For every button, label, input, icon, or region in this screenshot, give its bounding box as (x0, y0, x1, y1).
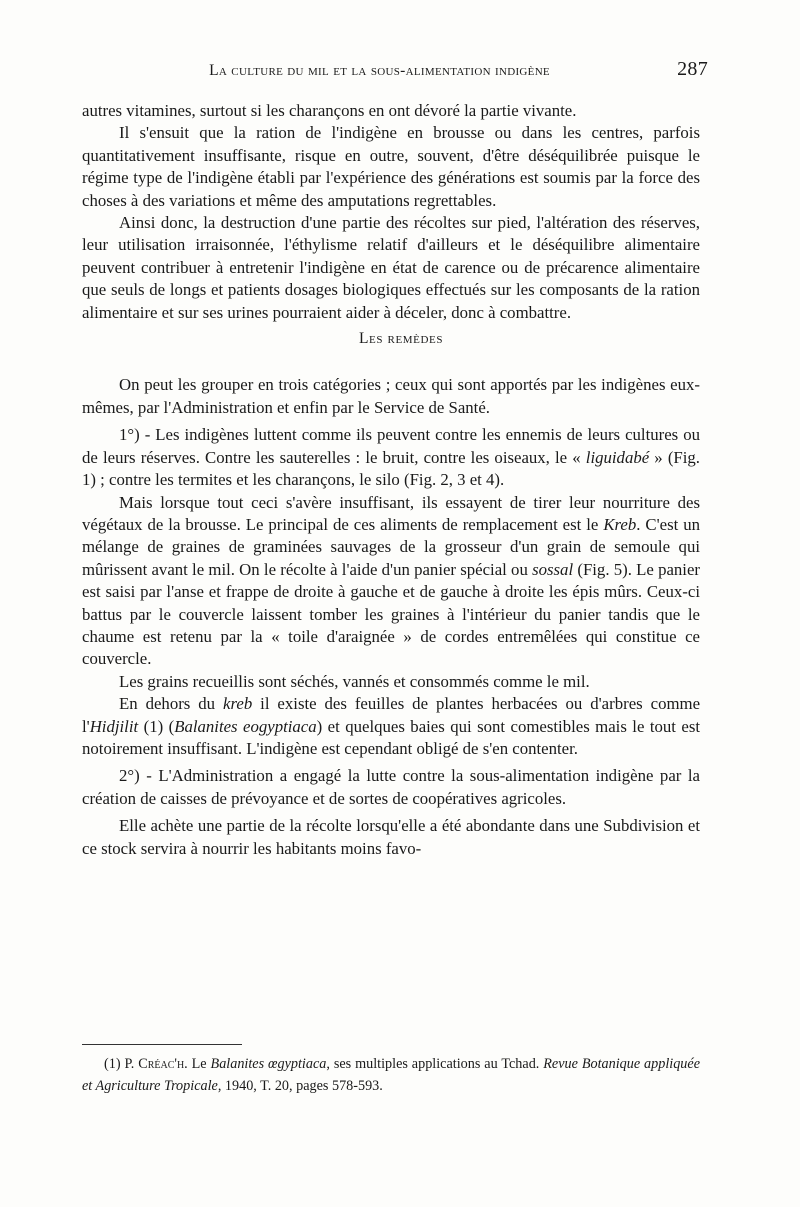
footnote (82, 1053, 700, 1097)
paragraph-kreb (82, 492, 700, 671)
text-run: 1°) - Les indigènes luttent comme ils peuvent contre les ennemis de leurs cultures ou de leurs réserves. Contre les sauterelles : le bruit, contre les oiseaux, le « (82, 425, 700, 467)
page-number: 287 (677, 58, 708, 80)
text-run: En dehors du (119, 694, 224, 714)
paragraph-grains: Les grains recueillis sont séchés, vannés et consommés comme le mil. (119, 671, 590, 691)
running-header (82, 58, 708, 81)
paragraph-conclusion: Ainsi donc, la destruction d'une partie des récoltes sur pied, l'altération des réserves, leur utilisation irraisonnée, l'éthylisme relatif d'ailleurs et le déséquilibre alimentaire peuvent contribuer à entretenir l'indigène en état de carence ou de précarence alimentaire que seuls de longs et patients dosages biologiques effectués sur les composants de la ration alimentaire et sur ses urines pourraient aider à déceler, donc à combattre. (82, 213, 700, 322)
journal-title: Revue Botanique appliquée et Agriculture Tropicale (82, 1056, 700, 1094)
italic-term: sossal (532, 559, 574, 579)
text-run: ) et quelques baies qui sont comestibles mais le tout est notoirement insuffisant. L'indigène est cependant obligé de s'en contenter. (82, 716, 701, 758)
italic-term: Balanites œgyptiaca (210, 1056, 327, 1072)
text-run: (1) P. (104, 1056, 139, 1072)
text-run: (Fig. 5). Le panier est saisi par l'anse et frappe de droite à gauche et de gauche à droite les épis mûrs. Ceux-ci battus par le couvercle laissent tomber les graines à l'intérieur du panier tandis que le chaume est retenu par la « toile d'araignée » de cordes entremêlées qui constitue ce couvercle. (82, 559, 700, 669)
italic-term: liguidabé (585, 447, 650, 467)
text-run: , ses multiples applications au Tchad. (326, 1056, 544, 1072)
text-run: . Le (184, 1056, 211, 1072)
paragraph-purchase: Elle achète une partie de la récolte lorsqu'elle a été abondante dans une Subdivision et ce stock servira à nourrir les habitants moins favo- (82, 816, 700, 858)
paragraph-continuation: autres vitamines, surtout si les charançons en ont dévoré la partie vivante. (82, 101, 577, 120)
text-run: » (Fig. 1) ; contre les termites et les charançons, le silo (Fig. 2, 3 et 4). (82, 447, 700, 490)
paragraph-remedy-2: 2°) - L'Administration a engagé la lutte contre la sous-alimentation indigène par la création de caisses de prévoyance et de sortes de coopératives agricoles. (82, 766, 700, 808)
footnote-text (82, 1053, 700, 1097)
running-title: La culture du mil et la sous-alimentation indigène (209, 62, 550, 79)
italic-term: Hidjilit (89, 716, 139, 736)
paragraph-plants (82, 693, 700, 760)
section-heading: Les remèdes (358, 330, 444, 348)
italic-term: Kreb (603, 514, 637, 534)
text-run: , 1940, T. 20, pages 578-593. (217, 1078, 383, 1094)
italic-term: kreb (223, 694, 253, 714)
italic-term: Balanites eogyptiaca (174, 716, 317, 736)
text-run: il existe des feuilles de plantes herbacées ou d'arbres comme l' (82, 694, 701, 736)
paragraph-remedies-intro: On peut les grouper en trois catégories ; ceux qui sont apportés par les indigènes eux-mêmes, par l'Administration et enfin par le Service de Santé. (82, 375, 700, 417)
footnote-divider (82, 1044, 242, 1045)
paragraph-ration: Il s'ensuit que la ration de l'indigène en brousse ou dans les centres, parfois quantitativement insuffisante, risque en outre, souvent, d'être déséquilibrée puisque le régime type de l'indigène établi par l'expérience des générations est soumis par la force des choses à des variations et même des amputations regrettables. (82, 123, 700, 210)
text-run: (1) ( (138, 716, 175, 736)
text-run: . C'est un mélange de graines de graminées sauvages de la grosseur d'un grain de semoule qui mûrissent avant le mil. On le récolte à l'aide d'un panier spécial ou (82, 514, 700, 579)
text-run: Mais lorsque tout ceci s'avère insuffisant, ils essayent de tirer leur nourriture des végétaux de la brousse. Le principal de ces aliments de remplacement est le (82, 492, 700, 534)
main-text (82, 100, 700, 860)
paragraph-remedy-1 (82, 424, 700, 491)
author-name: Créac'h (138, 1056, 185, 1072)
